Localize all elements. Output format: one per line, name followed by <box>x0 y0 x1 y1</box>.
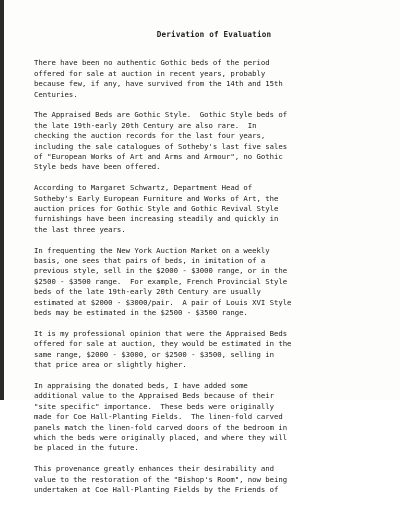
text-line: of "European Works of Art and Arms and Armour", no Gothic <box>34 152 283 162</box>
text-line: value to the restoration of the "Bishop's Room", now being <box>34 474 288 484</box>
text-line: beds may be estimated in the $2500 - $3500 range. <box>34 308 248 318</box>
text-line: the late 19th-early 20th Century are also rare. In <box>34 120 257 130</box>
text-line: panels match the linen-fold carved doors of the bedroom in <box>34 422 288 432</box>
document-title: Derivation of Evaluation <box>156 30 272 39</box>
paragraph-4 <box>34 246 394 319</box>
text-line: including the sale catalogues of Sotheby's last five sales <box>34 141 288 151</box>
paragraph-2 <box>34 110 394 172</box>
text-line: that price area or slightly higher. <box>34 360 187 370</box>
text-line: The Appraised Beds are Gothic Style. Gothic Style beds of <box>34 110 288 120</box>
text-line: be placed in the future. <box>34 443 139 453</box>
text-line: Style beds have been offered. <box>34 162 161 172</box>
text-line: same range, $2000 - $3000, or $2500 - $3500, selling in <box>34 349 274 359</box>
text-line: In appraising the donated beds, I have added some <box>34 380 248 390</box>
text-line: because few, if any, have survived from the 14th and 15th <box>34 79 283 89</box>
paragraph-3 <box>34 183 394 235</box>
text-line: additional value to the Appraised Beds because of their <box>34 391 274 401</box>
text-line: beds of the late 19th-early 20th Century are usually <box>34 287 261 297</box>
text-line: Centuries. <box>34 89 78 99</box>
paragraph-7 <box>34 464 394 495</box>
text-line: It is my professional opinion that were the Appraised Beds <box>34 328 288 338</box>
text-line: This provenance greatly enhances their desirability and <box>34 464 274 474</box>
text-line: auction prices for Gothic Style and Gothic Revival Style <box>34 204 279 214</box>
text-line: which the beds were originally placed, and where they will <box>34 432 288 442</box>
text-line: checking the auction records for the last four years, <box>34 131 266 141</box>
text-line: Sotheby's Early European Furniture and Works of Art, the <box>34 193 279 203</box>
document-body <box>34 30 394 506</box>
text-line: undertaken at Coe Hall-Planting Fields by the Friends of <box>34 484 279 494</box>
paragraph-5 <box>34 329 394 371</box>
text-line: previous style, sell in the $2000 - $3000 range, or in the <box>34 266 288 276</box>
text-line: made for Coe Hall-Planting Fields. The linen-fold carved <box>34 412 283 422</box>
paragraph-6 <box>34 381 394 454</box>
paragraph-1 <box>34 58 394 100</box>
text-line: the last three years. <box>34 224 126 234</box>
text-line: In frequenting the New York Auction Market on a weekly <box>34 245 270 255</box>
text-line: offered for sale at auction in recent years, probably <box>34 68 266 78</box>
text-line: basis, one sees that pairs of beds, in imitation of a <box>34 256 266 266</box>
text-line: According to Margaret Schwartz, Department Head of <box>34 183 253 193</box>
text-line: furnishings have been increasing steadily and quickly in <box>34 214 279 224</box>
text-line: There have been no authentic Gothic beds of the period <box>34 58 270 68</box>
scan-edge <box>0 0 4 400</box>
text-line: offered for sale at auction, they would be estimated in the <box>34 339 292 349</box>
text-line: "site specific" importance. These beds were originally <box>34 401 274 411</box>
text-line: $2500 - $3500 range. For example, French Provincial Style <box>34 276 288 286</box>
text-line: estimated at $2000 - $3000/pair. A pair of Louis XVI Style <box>34 297 292 307</box>
